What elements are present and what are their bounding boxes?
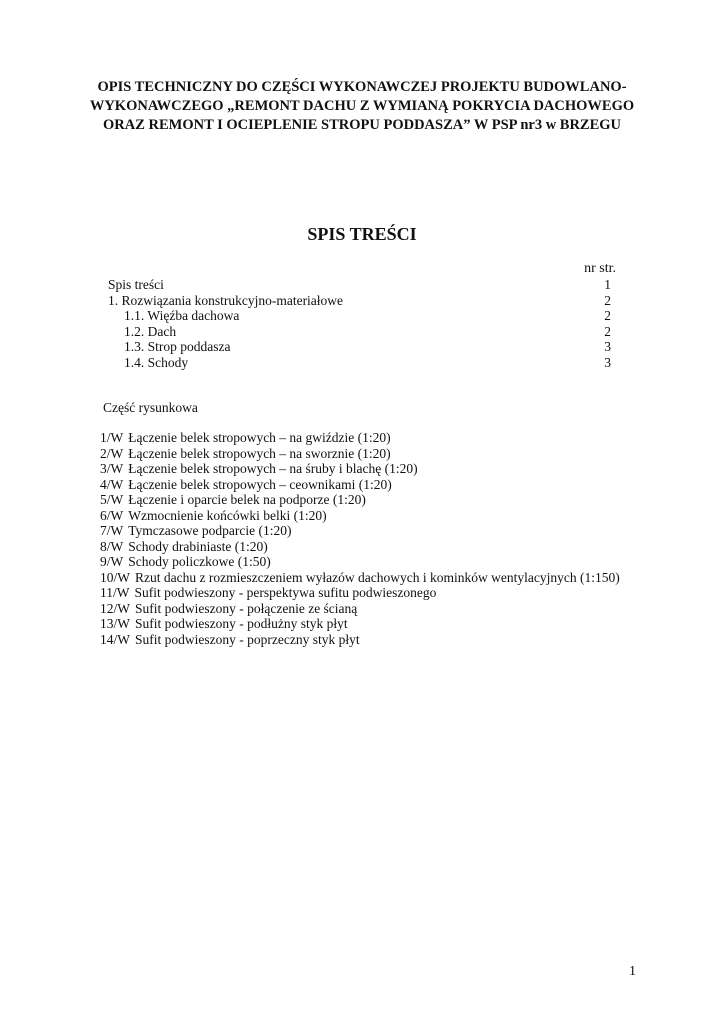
drawing-item	[100, 570, 640, 586]
drawing-code: 13/W	[100, 616, 130, 631]
toc-entry-page: 3	[604, 339, 611, 355]
toc-entry-page: 2	[604, 308, 611, 324]
drawing-code: 14/W	[100, 631, 130, 647]
drawing-title: Schody drabiniaste (1:20)	[128, 538, 268, 554]
toc-entry	[108, 277, 611, 293]
drawings-section-title: Część rysunkowa	[103, 400, 198, 415]
heading-line: OPIS TECHNICZNY DO CZĘŚCI WYKONAWCZEJ PROJEKTU BUDOWLANO-	[97, 79, 627, 95]
drawing-title: Sufit podwieszony - perspektywa sufitu podwieszonego	[134, 585, 437, 600]
toc-entry-label: 1.1. Więźba dachowa	[124, 308, 240, 324]
drawing-title: Wzmocnienie końcówki belki (1:20)	[128, 507, 327, 523]
toc-entry-page: 2	[604, 323, 611, 339]
drawing-item	[100, 446, 640, 462]
drawing-title: Łączenie belek stropowych – ceownikami (1:20)	[128, 476, 392, 492]
drawing-item	[100, 601, 640, 617]
drawing-title: Łączenie belek stropowych – na śruby i blachę (1:20)	[128, 461, 418, 476]
toc-entry-label: 1.2. Dach	[124, 323, 177, 339]
page-number: 1	[629, 964, 636, 979]
drawing-title: Sufit podwieszony - połączenie ze ścianą	[135, 600, 358, 616]
toc-entry-label: 1.3. Strop poddasza	[124, 339, 231, 355]
drawing-code: 3/W	[100, 461, 124, 476]
toc-page-header: nr str.	[584, 261, 616, 276]
drawing-title: Sufit podwieszony - podłużny styk płyt	[135, 616, 348, 631]
drawing-item	[100, 430, 640, 446]
drawing-code: 10/W	[100, 569, 130, 585]
drawing-title: Łączenie i oparcie belek na podporze (1:20)	[128, 492, 366, 507]
toc-entry	[108, 308, 611, 324]
document-heading	[60, 78, 664, 135]
toc-entry	[108, 355, 611, 371]
table-of-contents	[108, 277, 611, 371]
drawing-code: 6/W	[100, 507, 124, 523]
drawing-title: Tymczasowe podparcie (1:20)	[128, 523, 292, 538]
drawing-title: Schody policzkowe (1:50)	[128, 554, 271, 569]
toc-entry	[108, 339, 611, 355]
drawing-code: 7/W	[100, 523, 124, 538]
drawing-item	[100, 554, 640, 570]
toc-entry-label: 1.4. Schody	[124, 354, 189, 370]
drawing-item	[100, 477, 640, 493]
drawing-title: Sufit podwieszony - poprzeczny styk płyt	[135, 631, 360, 647]
toc-entry	[108, 324, 611, 340]
toc-title: SPIS TREŚCI	[307, 224, 417, 244]
toc-entry-page: 1	[604, 277, 611, 292]
drawing-code: 8/W	[100, 538, 124, 554]
toc-entry-label: 1. Rozwiązania konstrukcyjno-materiałowe	[108, 292, 344, 308]
drawing-code: 4/W	[100, 476, 124, 492]
heading-line: WYKONAWCZEGO „REMONT DACHU Z WYMIANĄ POKRYCIA DACHOWEGO	[89, 98, 635, 114]
heading-line: ORAZ REMONT I OCIEPLENIE STROPU PODDASZA” W PSP nr3 w BRZEGU	[102, 117, 622, 133]
drawing-code: 2/W	[100, 445, 124, 461]
drawing-item	[100, 523, 640, 539]
drawing-item	[100, 585, 640, 601]
drawings-list	[100, 430, 640, 647]
drawing-code: 5/W	[100, 492, 124, 507]
drawing-code: 11/W	[100, 585, 130, 600]
toc-entry	[108, 293, 611, 309]
toc-entry-label: Spis treści	[108, 277, 164, 292]
drawing-item	[100, 508, 640, 524]
drawing-item	[100, 492, 640, 508]
drawing-title: Łączenie belek stropowych – na gwiździe (1:20)	[128, 430, 391, 445]
toc-entry-page: 2	[604, 292, 611, 308]
drawing-title: Rzut dachu z rozmieszczeniem wyłazów dachowych i kominków wentylacyjnych (1:150)	[135, 569, 620, 585]
drawing-code: 9/W	[100, 554, 124, 569]
drawing-item	[100, 461, 640, 477]
drawing-title: Łączenie belek stropowych – na sworznie (1:20)	[128, 445, 391, 461]
drawing-item	[100, 616, 640, 632]
drawing-code: 12/W	[100, 600, 130, 616]
drawing-code: 1/W	[100, 430, 124, 445]
drawing-item	[100, 539, 640, 555]
drawing-item	[100, 632, 640, 648]
toc-entry-page: 3	[604, 354, 611, 370]
